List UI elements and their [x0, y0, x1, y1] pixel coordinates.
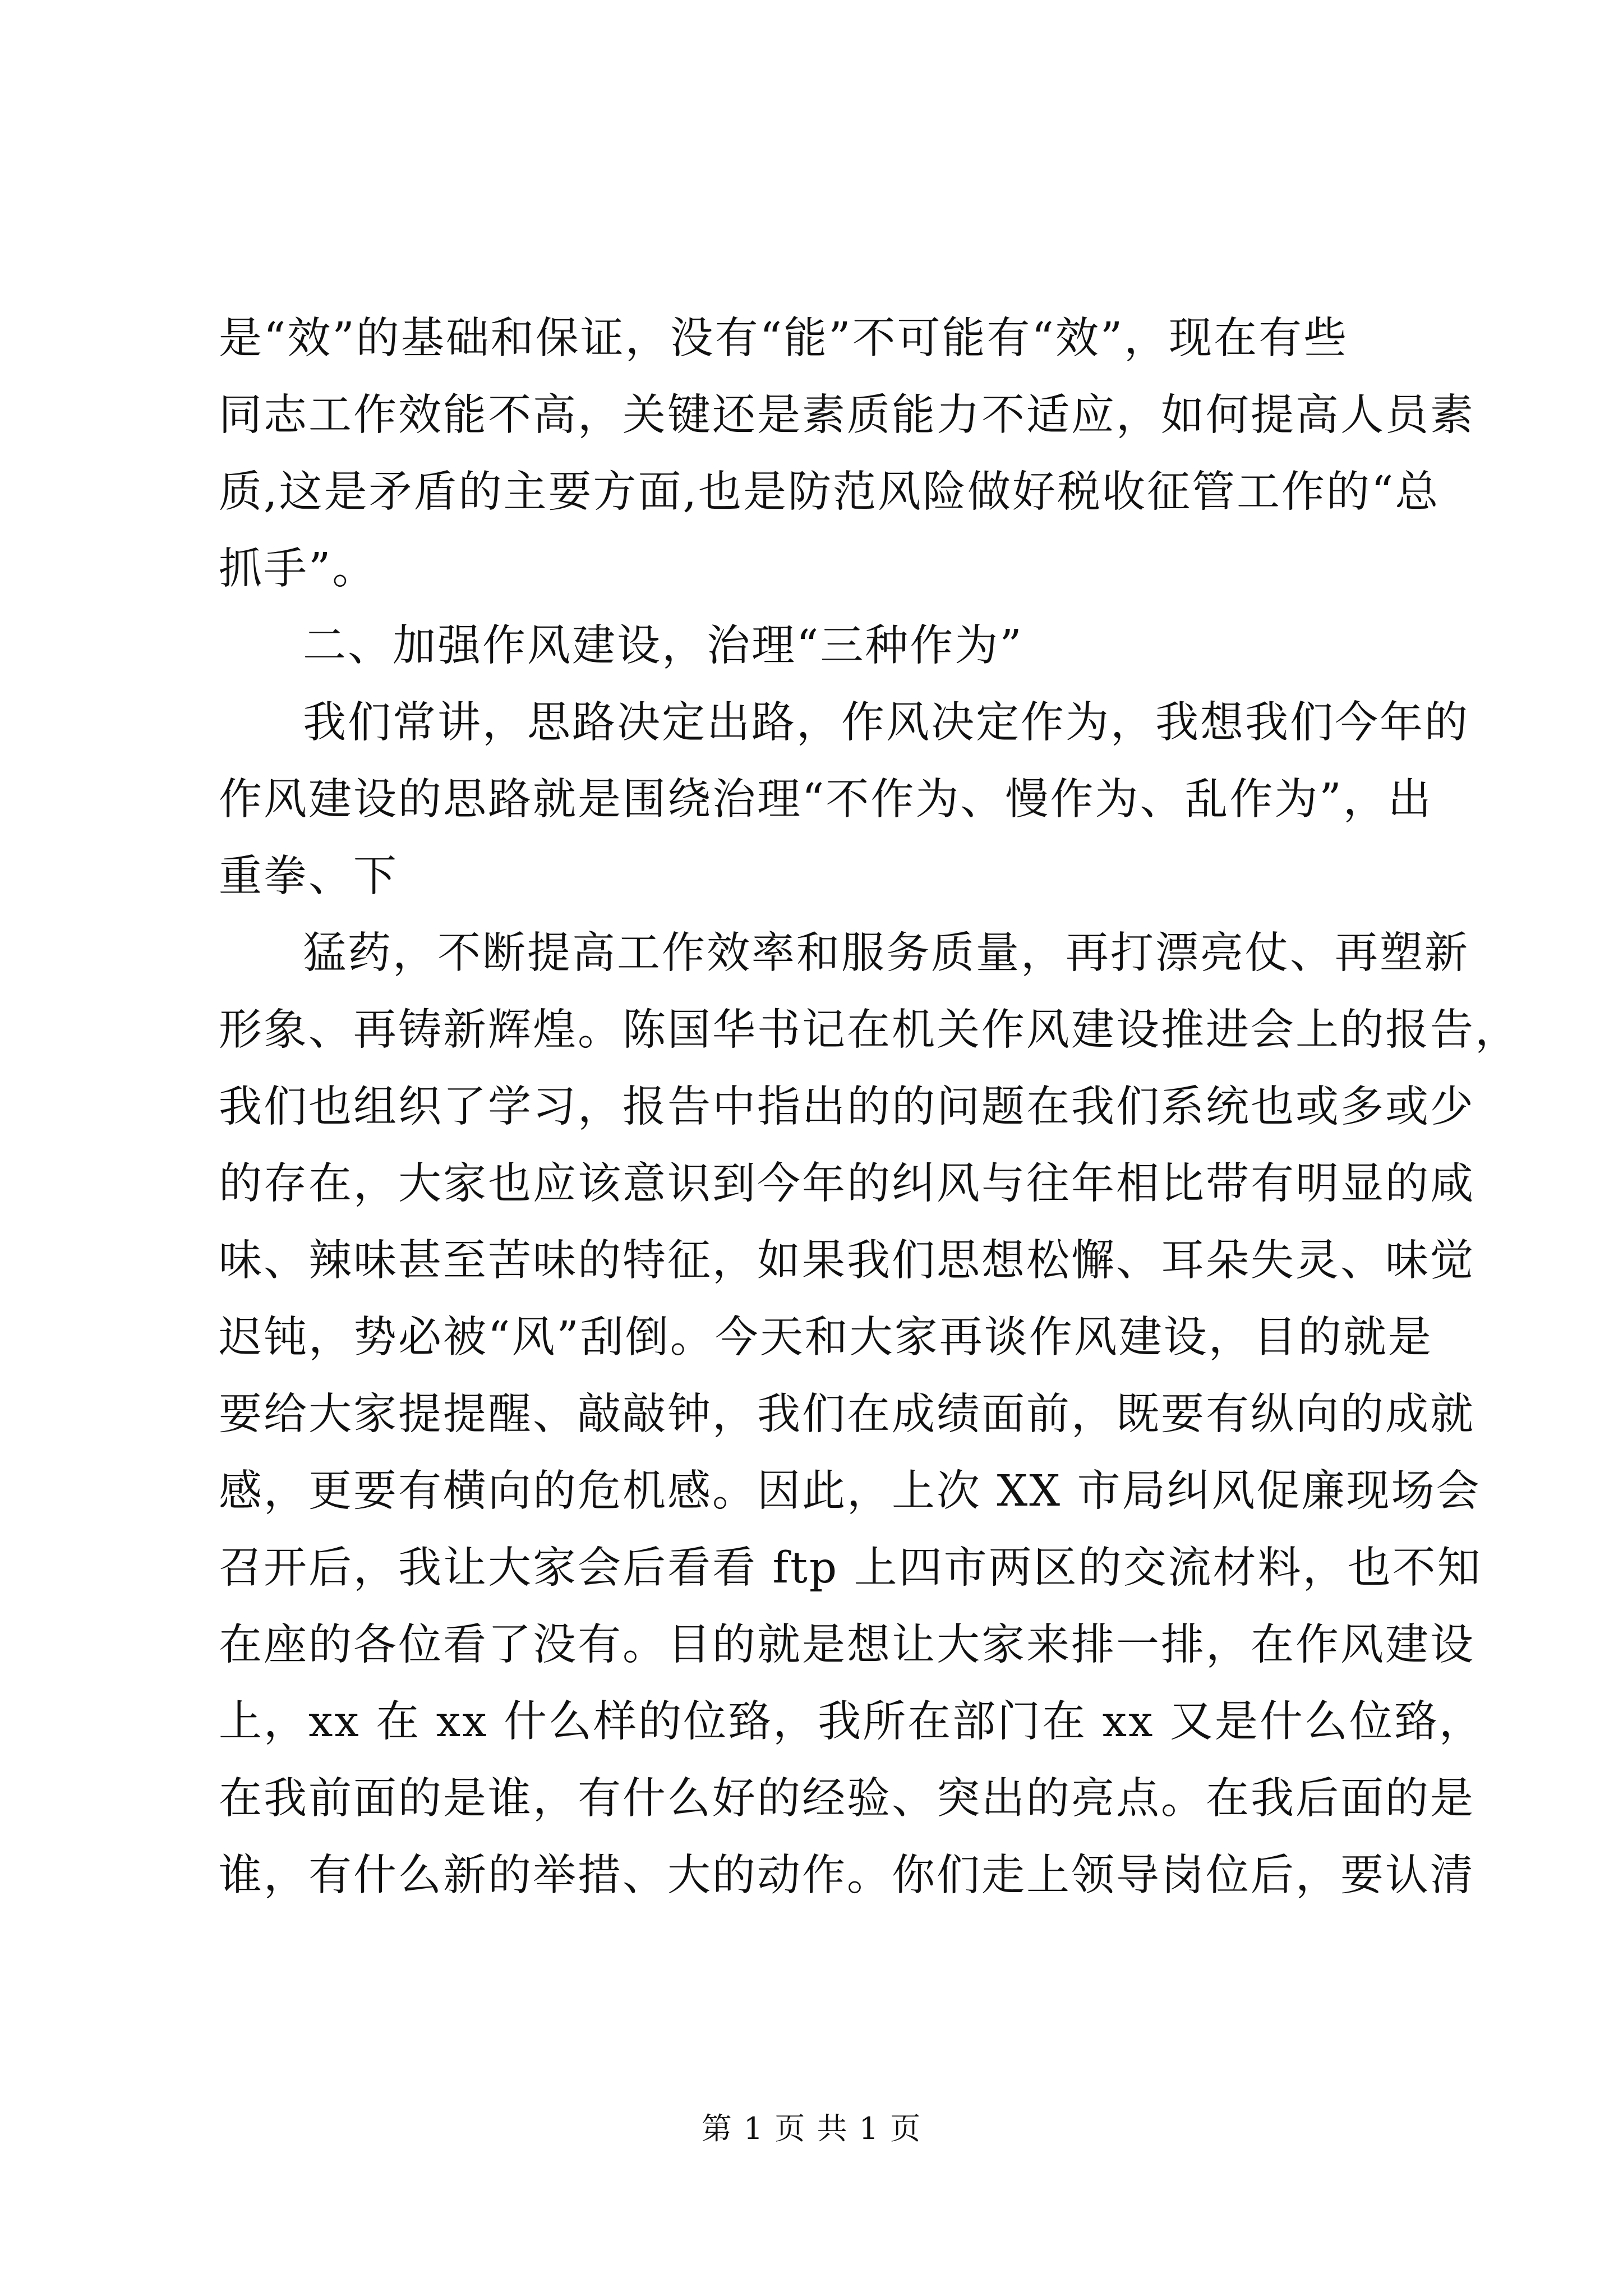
text-line: 形象、再铸新辉煌。陈国华书记在机关作风建设推进会上的报告，: [219, 1005, 1520, 1055]
text-line: 感，更要有横向的危机感。因此，上次 XX 市局纠风促廉现场会: [219, 1466, 1481, 1516]
text-line: 猛药，不断提高工作效率和服务质量，再打漂亮仗、再塑新: [303, 928, 1469, 978]
text-line: 作风建设的思路就是围绕治理“不作为、慢作为、乱作为”，出: [219, 775, 1433, 825]
text-line: 同志工作效能不高，关键还是素质能力不适应，如何提高人员素: [219, 390, 1475, 440]
text-line: 的存在，大家也应该意识到今年的纠风与往年相比带有明显的咸: [219, 1159, 1475, 1209]
text-line: 是“效”的基础和保证，没有“能”不可能有“效”，现在有些: [219, 314, 1349, 364]
text-line: 味、辣味甚至苦味的特征，如果我们思想松懈、耳朵失灵、味觉: [219, 1236, 1475, 1286]
page-footer: 第 1 页 共 1 页: [701, 2111, 922, 2146]
text-line: 要给大家提提醒、敲敲钟，我们在成绩面前，既要有纵向的成就: [219, 1389, 1475, 1439]
text-line: 我们常讲，思路决定出路，作风决定作为，我想我们今年的: [303, 698, 1469, 748]
text-line: 迟钝，势必被“风”刮倒。今天和大家再谈作风建设，目的就是: [219, 1313, 1433, 1363]
text-line: 我们也组织了学习，报告中指出的的问题在我们系统也或多或少: [219, 1082, 1475, 1132]
text-line: 重拳、下: [219, 852, 398, 901]
text-line: 在我前面的是谁，有什么好的经验、突出的亮点。在我后面的是: [219, 1774, 1475, 1824]
text-line: 在座的各位看了没有。目的就是想让大家来排一排，在作风建设: [219, 1620, 1475, 1670]
text-line: 二、加强作风建设，治理“三种作为”: [303, 621, 1023, 671]
text-line: 召开后，我让大家会后看看 ftp 上四市两区的交流材料，也不知: [219, 1543, 1482, 1593]
text-line: 抓手”。: [219, 544, 377, 594]
document-body: [219, 300, 1520, 1914]
text-line: 上，xx 在 xx 什么样的位臵，我所在部门在 xx 又是什么位臵，: [219, 1697, 1484, 1747]
text-line: 谁，有什么新的举措、大的动作。你们走上领导岗位后，要认清: [219, 1851, 1475, 1901]
text-line: 质,这是矛盾的主要方面,也是防范风险做好税收征管工作的“总: [219, 467, 1440, 517]
